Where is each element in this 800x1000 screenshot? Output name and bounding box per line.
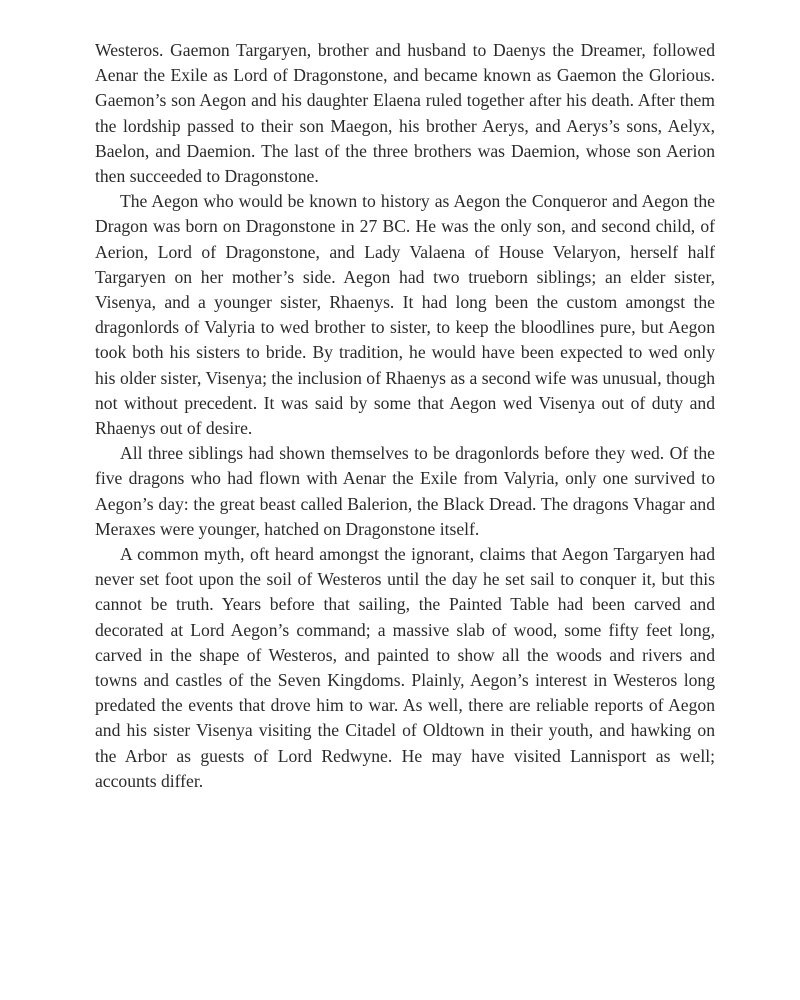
book-page [95,38,715,958]
paragraph-4: A common myth, oft heard amongst the ignorant, claims that Aegon Targaryen had never set foot upon the soil of Westeros until the day he set sail to conquer it, but this cannot be truth. Years before that sailing, the Painted Table had been carved and decorated at Lord Aegon’s command; a massive slab of wood, some fifty feet long, carved in the shape of Westeros, and painted to show all the woods and rivers and towns and castles of the Seven Kingdoms. Plainly, Aegon’s interest in Westeros long predated the events that drove him to war. As well, there are reliable reports of Aegon and his sister Visenya visiting the Citadel of Oldtown in their youth, and hawking on the Arbor as guests of Lord Redwyne. He may have visited Lannisport as well; accounts differ. [95,544,715,791]
paragraph-2: The Aegon who would be known to history as Aegon the Conqueror and Aegon the Dragon was born on Dragonstone in 27 BC. He was the only son, and second child, of Aerion, Lord of Dragonstone, and Lady Valaena of House Velaryon, herself half Targaryen on her mother’s side. Aegon had two trueborn siblings; an elder sister, Visenya, and a younger sister, Rhaenys. It had long been the custom amongst the dragonlords of Valyria to wed brother to sister, to keep the bloodlines pure, but Aegon took both his sisters to bride. By tradition, he would have been expected to wed only his older sister, Visenya; the inclusion of Rhaenys as a second wife was unusual, though not without precedent. It was said by some that Aegon wed Visenya out of duty and Rhaenys out of desire. [95,191,715,439]
paragraph-1: Westeros. Gaemon Targaryen, brother and husband to Daenys the Dreamer, followed Aenar the Exile as Lord of Dragonstone, and became known as Gaemon the Glorious. Gaemon’s son Aegon and his daughter Elaena ruled together after his death. After them the lordship passed to their son Maegon, his brother Aerys, and Aerys’s sons, Aelyx, Baelon, and Daemion. The last of the three brothers was Daemion, whose son Aerion then succeeded to Dragonstone. [95,40,715,187]
paragraph-3: All three siblings had shown themselves to be dragonlords before they wed. Of the five dragons who had flown with Aenar the Exile from Valyria, only one survived to Aegon’s day: the great beast called Balerion, the Black Dread. The dragons Vhagar and Meraxes were younger, hatched on Dragonstone itself. [95,443,715,539]
